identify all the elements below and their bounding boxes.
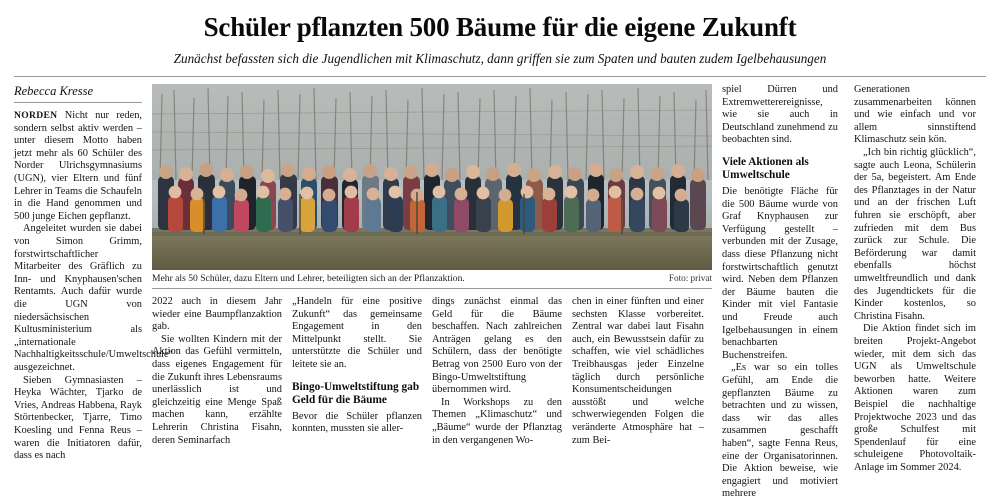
column-1: [14, 84, 174, 501]
paragraph: Sieben Gymnasiasten – Heyka Wächter, Tjarko de Vries, Andreas Habbena, Rayk Störtenbecker, Tjarre, Timo Koesling und Fenna Reus – waren die Initiatoren dafür, dass es nach: [14, 374, 142, 462]
paragraph: In Workshops zu den Themen „Klimaschutz“ und „Bäume“ wurde der Pflanztag in den vergangenen Wo-: [432, 396, 562, 446]
paragraph: spiel Dürren und Extremwetterereignisse, wie sie auch in Deutschland zunehmend zu beobachten sind.: [722, 84, 838, 146]
paragraph: chen in einer fünften und einer sechsten Klasse vorbereitet. Zentral war dabei laut Fisahn auch, ein Bewusstsein dafür zu schaffen, wie viel schädliches Treibhausgas jeder Einzelne täglich durch persönliche Konsumentscheidungen ausstößt und welche schwerwiegenden Folgen die veränderte Atmosphäre hat – zum Bei-: [572, 296, 704, 446]
paragraph: „Es war so ein tolles Gefühl, am Ende die gepflanzten Bäume zu betrachten und zu wissen, dass wir das alles zusammen geschafft haben“, sagte Fenna Reus, eine der Organisatorinnen. Die Aktion beweise, wie engagiert und motiviert mehrere: [722, 362, 838, 500]
paragraph: dings zunächst einmal das Geld für die Bäume beschaffen. Nach zahlreichen Anträgen gelang es den Schülern, dass der benötigte Betrag von 2500 Euro von der Bingo-Umweltstiftung übernommen wird.: [432, 296, 562, 396]
paragraph: 2022 auch in diesem Jahr wieder eine Baumpflanzaktion gab.: [152, 296, 282, 333]
section-subhead: Bingo-Umweltstiftung gab Geld für die Bäume: [292, 380, 420, 406]
dateline: NORDEN: [14, 110, 58, 122]
columns-under-photo: [152, 296, 712, 447]
paragraph: Bevor die Schüler pflanzen konnten, mussten sie aller-: [292, 410, 422, 435]
header-divider: [14, 76, 986, 77]
paragraph: Die Aktion findet sich im breiten Projekt-Angebot wieder, mit dem sich das UGN als Umweltschule beworben hatte. Weitere Aktionen waren zum Beispiel die nachhaltige Projektwoche 2023 und das große Schulfest mit Spendenlauf für eine schuleigene Photovoltaik-Anlage im Sommer 2024.: [854, 323, 976, 473]
paragraph: Die benötigte Fläche für die 500 Bäume wurde von Graf Knyphausen zur Verfügung gestellt – verbunden mit der Zusage, dass diese Pflanzung nicht forstwirtschaftlich genutzt wird. Neben dem Pflanzen der Bäume bauten die Kinder mit viel Fantasie und Freude auch Igelbehausungen in einem benachbarten Buchenstreifen.: [722, 186, 838, 361]
group-photo: [152, 84, 712, 270]
column-6: [712, 84, 846, 501]
page-title: Schüler pflanzten 500 Bäume für die eigene Zukunft: [203, 12, 797, 42]
column-4: [432, 296, 572, 447]
photo-and-columns: [152, 84, 712, 501]
photo-block: [152, 84, 712, 289]
column-5: [572, 296, 712, 447]
subheadline: Zunächst befassten sich die Jugendlichen mit Klimaschutz, dann griffen sie zum Spaten und bauten zudem Igelbehausungen: [173, 51, 827, 67]
column-7: [846, 84, 976, 501]
paragraph: „Handeln für eine positive Zukunft“ das gemeinsame Engagement in den Mittelpunkt stellt. Sie unterstützte die Schüler und leitete sie an.: [292, 296, 422, 371]
photo-caption: Mehr als 50 Schüler, dazu Eltern und Lehrer, beteiligten sich an der Pflanzaktion.: [152, 273, 465, 285]
byline-divider: [14, 102, 142, 103]
section-subhead: Viele Aktionen als Umweltschule: [722, 156, 809, 182]
article-body: [14, 84, 986, 501]
paragraph-text: Nicht nur reden, sondern selbst aktiv werden – unter diesem Motto haben jetzt mehr als 60 Schüler des Norder Ulrichsgymnasiums (UGN), vier Eltern und fünf Lehrer in Teams die Schaufeln in die Hand genommen und 500 junge Eichen gepflanzt.: [14, 110, 142, 222]
paragraph: Generationen zusammenarbeiten können und wie einfach und vor allem sinnstiftend Klimaschutz sein kön.: [854, 84, 976, 146]
byline: Rebecca Kresse: [14, 84, 94, 99]
photo-caption-row: [152, 270, 712, 284]
photo-credit: Foto: privat: [668, 273, 712, 284]
paragraph: „Ich bin richtig glücklich“, sagte auch Leona, Schülerin der 5a, begeistert. Am Ende des Pflanztages in der Natur und an der frischen Luft fuhren sie erschöpft, aber zufrieden mit dem Bus zurück zur Schule. Die Beförderung war damit ebenfalls höchst umweltfreundlich und dank des Jugendtickets für die Kinder kostenlos, so Christina Fisahn.: [854, 147, 976, 322]
paragraph: Angeleitet wurden sie dabei von Simon Grimm, forstwirtschaftlicher Mitarbeiter des Gräflich zu Inn- und Knyphausen'schen Rentamts. Auch dafür wurde die UGN von niedersächsischen Kultusministerium als „internationale Nachhaltigkeitsschule/Umweltschule“ ausgezeichnet.: [14, 223, 174, 373]
paragraph: Sie wollten Kindern mit der Aktion das Gefühl vermitteln, dass eigenes Engagement für die Zukunft ihres Lebensraums unerlässlich ist und gleichzeitig eine Menge Spaß machen kann, erzählte Lehrerin Christina Fisahn, deren Seminarfach: [152, 333, 282, 446]
caption-divider: [152, 288, 712, 289]
column-3: [292, 296, 432, 447]
column-2: [152, 296, 292, 447]
paragraph: [14, 110, 142, 223]
